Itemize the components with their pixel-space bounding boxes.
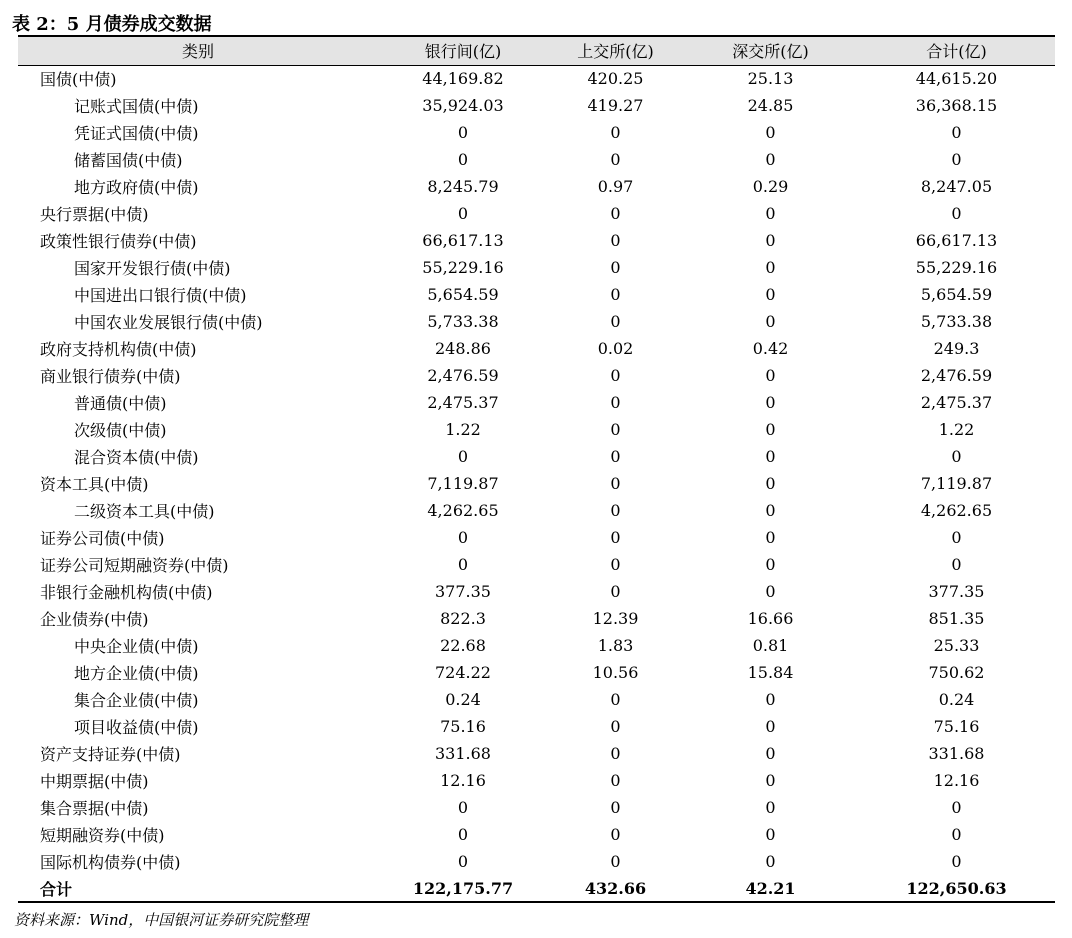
interbank-value: 0 [457,204,469,223]
shenzhen-value: 25.13 [747,69,794,89]
row-category: 储蓄国债(中债) [74,151,183,170]
row-category: 地方企业债(中债) [74,664,199,683]
total-value: 2,476.59 [920,366,993,385]
shanghai-value: 0 [610,690,621,709]
interbank-value: 5,733.38 [427,312,499,331]
shanghai-value: 10.56 [592,663,639,682]
interbank-value: 7,119.87 [427,474,499,493]
row-category: 政策性银行债券(中债) [40,232,197,251]
table-row [18,524,1055,551]
total-value: 55,229.16 [915,258,998,277]
interbank-value: 22.68 [440,636,486,655]
total-value: 44,615.20 [915,69,998,89]
table-row [18,848,1055,875]
shanghai-value: 0 [610,447,621,466]
total-value: 0 [951,852,962,871]
total-value: 8,247.05 [920,177,993,196]
total-value: 66,617.13 [915,231,998,250]
row-category: 证券公司债(中债) [40,529,165,548]
table-header-row [18,36,1055,65]
row-category: 混合资本债(中债) [74,448,199,467]
total-value: 122,650.63 [858,875,1055,902]
shanghai-value: 0 [610,771,621,790]
header-category: 类别 [18,36,378,65]
total-value: 750.62 [928,663,985,682]
interbank-value: 12.16 [440,771,486,790]
total-value: 0 [951,798,962,817]
row-category: 凭证式国债(中债) [74,124,199,143]
interbank-value: 8,245.79 [427,177,499,196]
shenzhen-value: 0 [765,312,776,331]
shenzhen-value: 0 [765,366,776,385]
table-row [18,335,1055,362]
shenzhen-value: 0 [765,771,776,790]
shenzhen-value: 0 [765,231,776,250]
shanghai-value: 0 [610,528,621,547]
row-category: 企业债券(中债) [40,610,149,629]
table-row [18,119,1055,146]
interbank-value: 822.3 [440,609,486,628]
shenzhen-value: 15.84 [747,663,794,682]
shanghai-value: 0 [610,285,621,304]
interbank-value: 2,476.59 [427,366,499,385]
row-category: 集合企业债(中债) [74,691,199,710]
shanghai-value: 0 [610,231,621,250]
shenzhen-value: 0 [765,825,776,844]
interbank-value: 0 [457,447,469,466]
shenzhen-value: 16.66 [747,609,794,628]
total-value: 4,262.65 [920,501,993,520]
row-category: 次级债(中债) [74,421,167,440]
interbank-value: 4,262.65 [427,501,499,520]
interbank-value: 0 [457,555,469,574]
total-row [18,875,1055,902]
row-category: 中国农业发展银行债(中债) [74,313,263,332]
total-value: 2,475.37 [920,393,993,412]
table-body [18,65,1055,902]
table-row [18,605,1055,632]
table-row [18,794,1055,821]
table-row [18,821,1055,848]
shanghai-value: 419.27 [587,96,644,115]
row-category: 非银行金融机构债(中债) [40,583,213,602]
total-value: 5,654.59 [920,285,993,304]
shanghai-value: 420.25 [587,69,644,89]
shanghai-value: 432.66 [548,875,683,902]
header-shanghai: 上交所(亿) [548,36,683,65]
shanghai-value: 1.83 [597,636,634,655]
total-value: 0 [951,447,962,466]
row-category: 合计 [18,875,378,902]
interbank-value: 248.86 [435,339,491,358]
shenzhen-value: 0 [765,690,776,709]
interbank-value: 724.22 [435,663,491,682]
shanghai-value: 0 [610,204,621,223]
table-row [18,200,1055,227]
total-value: 0 [951,528,962,547]
interbank-value: 0 [457,150,469,169]
interbank-value: 0.24 [445,690,481,709]
shenzhen-value: 0 [765,744,776,763]
shenzhen-value: 0 [765,528,776,547]
total-value: 7,119.87 [920,474,993,493]
table-row [18,92,1055,119]
table-row [18,659,1055,686]
shanghai-value: 0 [610,150,621,169]
table-row [18,254,1055,281]
interbank-value: 1.22 [445,420,481,439]
interbank-value: 122,175.77 [378,875,548,902]
table-row [18,497,1055,524]
shanghai-value: 0 [610,123,621,142]
interbank-value: 75.16 [440,717,486,736]
interbank-value: 0 [457,798,469,817]
bond-trading-table [18,35,1055,903]
table-row [18,443,1055,470]
total-value: 25.33 [933,636,980,655]
row-category: 地方政府债(中债) [74,178,199,197]
shenzhen-value: 0 [765,474,776,493]
shenzhen-value: 0 [765,582,776,601]
row-category: 国际机构债券(中债) [40,853,181,872]
shanghai-value: 0 [610,555,621,574]
table-row [18,65,1055,92]
shanghai-value: 0.02 [597,339,634,358]
table-row [18,362,1055,389]
shenzhen-value: 0 [765,555,776,574]
source-note: 资料来源：Wind，中国银河证券研究院整理 [14,911,309,929]
total-value: 0.24 [938,690,975,709]
shanghai-value: 0 [610,474,621,493]
row-category: 项目收益债(中债) [74,718,199,737]
table-row [18,578,1055,605]
header-shenzhen: 深交所(亿) [683,36,858,65]
row-category: 商业银行债券(中债) [40,367,181,386]
interbank-value: 377.35 [435,582,491,601]
row-category: 政府支持机构债(中债) [40,340,197,359]
table-row [18,740,1055,767]
shanghai-value: 0 [610,852,621,871]
row-category: 资本工具(中债) [40,475,149,494]
shanghai-value: 0 [610,501,621,520]
table-row [18,713,1055,740]
row-category: 记账式国债(中债) [74,97,199,116]
shenzhen-value: 0 [765,420,776,439]
table-row [18,308,1055,335]
interbank-value: 66,617.13 [422,231,504,250]
interbank-value: 0 [457,825,469,844]
shenzhen-value: 0.81 [752,636,789,655]
row-category: 中央企业债(中债) [74,637,199,656]
shenzhen-value: 0 [765,501,776,520]
row-category: 资产支持证券(中债) [40,745,181,764]
table-row [18,632,1055,659]
table-row [18,767,1055,794]
table-row [18,470,1055,497]
total-value: 331.68 [928,744,985,763]
shenzhen-value: 24.85 [747,96,794,115]
total-value: 377.35 [928,582,985,601]
shanghai-value: 0 [610,744,621,763]
total-value: 12.16 [933,771,980,790]
row-category: 普通债(中债) [74,394,167,413]
row-category: 中期票据(中债) [40,772,149,791]
row-category: 二级资本工具(中债) [74,502,215,521]
table-row [18,551,1055,578]
shanghai-value: 0 [610,420,621,439]
shenzhen-value: 0 [765,447,776,466]
table-row [18,686,1055,713]
shenzhen-value: 0 [765,798,776,817]
shanghai-value: 12.39 [592,609,639,628]
interbank-value: 5,654.59 [427,285,499,304]
shanghai-value: 0.97 [597,177,634,196]
shanghai-value: 0 [610,366,621,385]
total-value: 36,368.15 [915,96,998,115]
interbank-value: 2,475.37 [427,393,499,412]
total-value: 5,733.38 [920,312,993,331]
row-category: 短期融资券(中债) [40,826,165,845]
shanghai-value: 0 [610,312,621,331]
shanghai-value: 0 [610,582,621,601]
table-row [18,416,1055,443]
shenzhen-value: 0 [765,204,776,223]
header-interbank: 银行间(亿) [378,36,548,65]
interbank-value: 35,924.03 [422,96,504,115]
interbank-value: 0 [457,528,469,547]
row-category: 中国进出口银行债(中债) [74,286,247,305]
shenzhen-value: 0 [765,258,776,277]
shenzhen-value: 0 [765,852,776,871]
shenzhen-value: 0.29 [752,177,789,196]
interbank-value: 0 [457,852,469,871]
table-title: 表 2：5 月债券成交数据 [12,14,212,35]
total-value: 1.22 [938,420,975,439]
interbank-value: 55,229.16 [422,258,504,277]
shenzhen-value: 0 [765,285,776,304]
row-category: 证券公司短期融资券(中债) [40,556,229,575]
shanghai-value: 0 [610,798,621,817]
shenzhen-value: 42.21 [683,875,858,902]
table-row [18,281,1055,308]
shanghai-value: 0 [610,717,621,736]
table-row [18,146,1055,173]
interbank-value: 331.68 [435,744,491,763]
table-row [18,173,1055,200]
row-category: 国债(中债) [40,70,117,90]
interbank-value: 0 [457,123,469,142]
shanghai-value: 0 [610,825,621,844]
shenzhen-value: 0 [765,717,776,736]
header-total: 合计(亿) [858,36,1055,65]
row-category: 央行票据(中债) [40,205,149,224]
total-value: 249.3 [933,339,980,358]
interbank-value: 44,169.82 [422,69,504,89]
total-value: 0 [951,150,962,169]
shenzhen-value: 0 [765,393,776,412]
total-value: 0 [951,825,962,844]
shenzhen-value: 0 [765,150,776,169]
shanghai-value: 0 [610,393,621,412]
table-row [18,389,1055,416]
total-value: 0 [951,123,962,142]
row-category: 国家开发银行债(中债) [74,259,231,278]
table-row [18,227,1055,254]
shanghai-value: 0 [610,258,621,277]
total-value: 851.35 [928,609,985,628]
shenzhen-value: 0 [765,123,776,142]
total-value: 0 [951,555,962,574]
shenzhen-value: 0.42 [752,339,789,358]
total-value: 75.16 [933,717,980,736]
total-value: 0 [951,204,962,223]
row-category: 集合票据(中债) [40,799,149,818]
